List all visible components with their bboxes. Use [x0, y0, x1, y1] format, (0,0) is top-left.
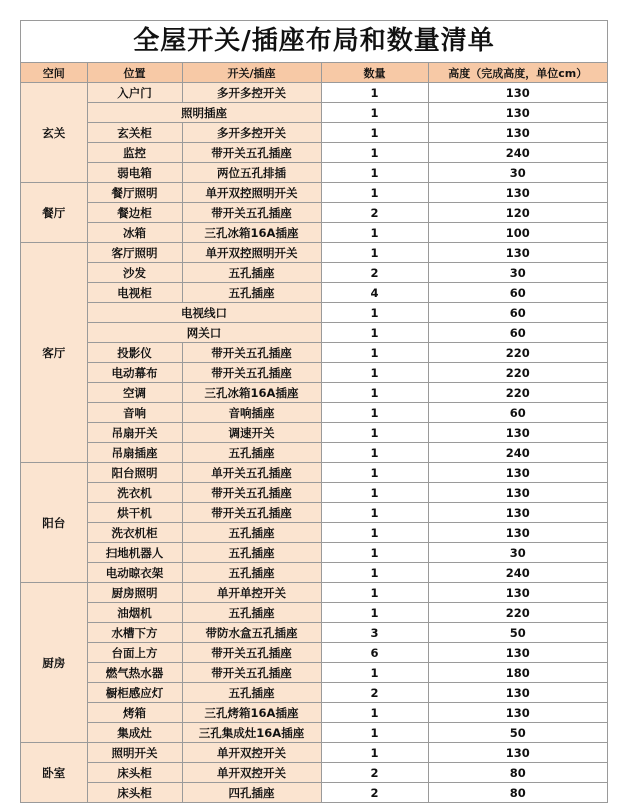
- header-quantity: 数量: [321, 63, 428, 83]
- merged-item-cell: 网关口: [87, 323, 321, 343]
- quantity-cell: 1: [321, 103, 428, 123]
- height-cell: 130: [428, 463, 607, 483]
- table-row: [21, 703, 607, 723]
- quantity-cell: 1: [321, 163, 428, 183]
- switch-socket-cell: 音响插座: [182, 403, 321, 423]
- table-row: [21, 163, 607, 183]
- position-cell: 床头柜: [87, 783, 182, 803]
- height-cell: 60: [428, 323, 607, 343]
- header-space: 空间: [21, 63, 87, 83]
- position-cell: 油烟机: [87, 603, 182, 623]
- switch-socket-cell: 带开关五孔插座: [182, 483, 321, 503]
- switch-socket-cell: 带开关五孔插座: [182, 143, 321, 163]
- switch-socket-cell: 单开双控照明开关: [182, 243, 321, 263]
- height-cell: 240: [428, 563, 607, 583]
- inventory-table: [21, 63, 607, 803]
- height-cell: 120: [428, 203, 607, 223]
- quantity-cell: 1: [321, 363, 428, 383]
- quantity-cell: 1: [321, 723, 428, 743]
- switch-socket-cell: 带开关五孔插座: [182, 643, 321, 663]
- position-cell: 烤箱: [87, 703, 182, 723]
- position-cell: 吊扇插座: [87, 443, 182, 463]
- switch-socket-cell: 两位五孔排插: [182, 163, 321, 183]
- position-cell: 冰箱: [87, 223, 182, 243]
- height-cell: 220: [428, 343, 607, 363]
- quantity-cell: 1: [321, 243, 428, 263]
- switch-socket-cell: 四孔插座: [182, 783, 321, 803]
- switch-socket-cell: 单开关五孔插座: [182, 463, 321, 483]
- height-cell: 130: [428, 183, 607, 203]
- switch-socket-cell: 五孔插座: [182, 563, 321, 583]
- position-cell: 餐厅照明: [87, 183, 182, 203]
- position-cell: 空调: [87, 383, 182, 403]
- table-row: [21, 763, 607, 783]
- quantity-cell: 1: [321, 603, 428, 623]
- table-row: [21, 503, 607, 523]
- table-row: [21, 623, 607, 643]
- height-cell: 130: [428, 483, 607, 503]
- header-switch-socket: 开关/插座: [182, 63, 321, 83]
- switch-socket-cell: 三孔冰箱16A插座: [182, 223, 321, 243]
- table-row: [21, 123, 607, 143]
- position-cell: 照明开关: [87, 743, 182, 763]
- table-row: [21, 443, 607, 463]
- quantity-cell: 1: [321, 383, 428, 403]
- quantity-cell: 1: [321, 343, 428, 363]
- quantity-cell: 2: [321, 783, 428, 803]
- space-cell: 厨房: [21, 583, 87, 743]
- switch-socket-cell: 多开多控开关: [182, 123, 321, 143]
- table-row: [21, 743, 607, 763]
- position-cell: 烘干机: [87, 503, 182, 523]
- table-row: [21, 523, 607, 543]
- height-cell: 220: [428, 363, 607, 383]
- space-cell: 餐厅: [21, 183, 87, 243]
- height-cell: 240: [428, 143, 607, 163]
- table-row: [21, 203, 607, 223]
- position-cell: 客厅照明: [87, 243, 182, 263]
- table-row: [21, 103, 607, 123]
- table-row: [21, 243, 607, 263]
- switch-socket-cell: 带防水盒五孔插座: [182, 623, 321, 643]
- table-row: [21, 583, 607, 603]
- table-row: [21, 683, 607, 703]
- height-cell: 80: [428, 783, 607, 803]
- height-cell: 30: [428, 163, 607, 183]
- height-cell: 240: [428, 443, 607, 463]
- height-cell: 30: [428, 543, 607, 563]
- position-cell: 台面上方: [87, 643, 182, 663]
- quantity-cell: 1: [321, 743, 428, 763]
- switch-socket-cell: 带开关五孔插座: [182, 203, 321, 223]
- table-row: [21, 143, 607, 163]
- quantity-cell: 4: [321, 283, 428, 303]
- space-cell: 客厅: [21, 243, 87, 463]
- table-row: [21, 483, 607, 503]
- switch-socket-cell: 单开双控开关: [182, 763, 321, 783]
- height-cell: 50: [428, 723, 607, 743]
- height-cell: 50: [428, 623, 607, 643]
- switch-socket-cell: 调速开关: [182, 423, 321, 443]
- switch-socket-cell: 五孔插座: [182, 443, 321, 463]
- position-cell: 阳台照明: [87, 463, 182, 483]
- height-cell: 130: [428, 503, 607, 523]
- height-cell: 130: [428, 643, 607, 663]
- quantity-cell: 1: [321, 303, 428, 323]
- position-cell: 弱电箱: [87, 163, 182, 183]
- header-height: 高度（完成高度，单位cm）: [428, 63, 607, 83]
- position-cell: 吊扇开关: [87, 423, 182, 443]
- height-cell: 130: [428, 523, 607, 543]
- space-cell: 阳台: [21, 463, 87, 583]
- position-cell: 监控: [87, 143, 182, 163]
- table-row: [21, 223, 607, 243]
- quantity-cell: 2: [321, 203, 428, 223]
- table-row: [21, 383, 607, 403]
- space-cell: 卧室: [21, 743, 87, 803]
- position-cell: 集成灶: [87, 723, 182, 743]
- quantity-cell: 1: [321, 483, 428, 503]
- table-row: [21, 643, 607, 663]
- quantity-cell: 1: [321, 583, 428, 603]
- position-cell: 电动幕布: [87, 363, 182, 383]
- quantity-cell: 1: [321, 543, 428, 563]
- quantity-cell: 2: [321, 763, 428, 783]
- switch-socket-cell: 五孔插座: [182, 523, 321, 543]
- quantity-cell: 1: [321, 463, 428, 483]
- quantity-cell: 1: [321, 83, 428, 103]
- quantity-cell: 1: [321, 703, 428, 723]
- switch-socket-cell: 五孔插座: [182, 263, 321, 283]
- switch-socket-cell: 带开关五孔插座: [182, 503, 321, 523]
- position-cell: 入户门: [87, 83, 182, 103]
- position-cell: 水槽下方: [87, 623, 182, 643]
- quantity-cell: 6: [321, 643, 428, 663]
- quantity-cell: 1: [321, 183, 428, 203]
- switch-socket-cell: 带开关五孔插座: [182, 663, 321, 683]
- table-row: [21, 723, 607, 743]
- table-row: [21, 603, 607, 623]
- switch-socket-cell: 三孔烤箱16A插座: [182, 703, 321, 723]
- height-cell: 130: [428, 423, 607, 443]
- table-row: [21, 543, 607, 563]
- inventory-sheet: [20, 20, 608, 803]
- table-row: [21, 303, 607, 323]
- quantity-cell: 1: [321, 143, 428, 163]
- height-cell: 130: [428, 683, 607, 703]
- table-row: [21, 783, 607, 803]
- height-cell: 180: [428, 663, 607, 683]
- switch-socket-cell: 带开关五孔插座: [182, 363, 321, 383]
- position-cell: 床头柜: [87, 763, 182, 783]
- table-row: [21, 263, 607, 283]
- height-cell: 130: [428, 123, 607, 143]
- merged-item-cell: 照明插座: [87, 103, 321, 123]
- table-row: [21, 323, 607, 343]
- table-row: [21, 403, 607, 423]
- height-cell: 60: [428, 303, 607, 323]
- table-row: [21, 363, 607, 383]
- switch-socket-cell: 五孔插座: [182, 543, 321, 563]
- quantity-cell: 1: [321, 503, 428, 523]
- position-cell: 燃气热水器: [87, 663, 182, 683]
- height-cell: 100: [428, 223, 607, 243]
- table-row: [21, 283, 607, 303]
- quantity-cell: 1: [321, 123, 428, 143]
- position-cell: 电视柜: [87, 283, 182, 303]
- position-cell: 餐边柜: [87, 203, 182, 223]
- quantity-cell: 1: [321, 403, 428, 423]
- quantity-cell: 1: [321, 423, 428, 443]
- quantity-cell: 1: [321, 223, 428, 243]
- position-cell: 扫地机器人: [87, 543, 182, 563]
- height-cell: 60: [428, 403, 607, 423]
- table-row: [21, 563, 607, 583]
- switch-socket-cell: 三孔冰箱16A插座: [182, 383, 321, 403]
- switch-socket-cell: 单开双控照明开关: [182, 183, 321, 203]
- table-row: [21, 183, 607, 203]
- position-cell: 投影仪: [87, 343, 182, 363]
- position-cell: 沙发: [87, 263, 182, 283]
- position-cell: 厨房照明: [87, 583, 182, 603]
- height-cell: 130: [428, 243, 607, 263]
- position-cell: 橱柜感应灯: [87, 683, 182, 703]
- height-cell: 220: [428, 603, 607, 623]
- switch-socket-cell: 五孔插座: [182, 603, 321, 623]
- switch-socket-cell: 多开多控开关: [182, 83, 321, 103]
- header-position: 位置: [87, 63, 182, 83]
- switch-socket-cell: 三孔集成灶16A插座: [182, 723, 321, 743]
- height-cell: 130: [428, 743, 607, 763]
- space-cell: 玄关: [21, 83, 87, 183]
- table-row: [21, 463, 607, 483]
- height-cell: 220: [428, 383, 607, 403]
- sheet-title: 全屋开关/插座布局和数量清单: [21, 21, 607, 63]
- position-cell: 洗衣机柜: [87, 523, 182, 543]
- switch-socket-cell: 单开单控开关: [182, 583, 321, 603]
- position-cell: 电动晾衣架: [87, 563, 182, 583]
- height-cell: 80: [428, 763, 607, 783]
- table-row: [21, 663, 607, 683]
- height-cell: 130: [428, 583, 607, 603]
- position-cell: 玄关柜: [87, 123, 182, 143]
- quantity-cell: 3: [321, 623, 428, 643]
- switch-socket-cell: 五孔插座: [182, 683, 321, 703]
- table-row: [21, 423, 607, 443]
- quantity-cell: 1: [321, 563, 428, 583]
- quantity-cell: 1: [321, 523, 428, 543]
- switch-socket-cell: 带开关五孔插座: [182, 343, 321, 363]
- quantity-cell: 1: [321, 443, 428, 463]
- position-cell: 洗衣机: [87, 483, 182, 503]
- quantity-cell: 1: [321, 663, 428, 683]
- height-cell: 130: [428, 103, 607, 123]
- height-cell: 60: [428, 283, 607, 303]
- merged-item-cell: 电视线口: [87, 303, 321, 323]
- quantity-cell: 2: [321, 263, 428, 283]
- table-body: [21, 83, 607, 803]
- table-row: [21, 83, 607, 103]
- switch-socket-cell: 单开双控开关: [182, 743, 321, 763]
- position-cell: 音响: [87, 403, 182, 423]
- height-cell: 130: [428, 83, 607, 103]
- header-row: [21, 63, 607, 83]
- quantity-cell: 1: [321, 323, 428, 343]
- height-cell: 30: [428, 263, 607, 283]
- switch-socket-cell: 五孔插座: [182, 283, 321, 303]
- height-cell: 130: [428, 703, 607, 723]
- table-row: [21, 343, 607, 363]
- quantity-cell: 2: [321, 683, 428, 703]
